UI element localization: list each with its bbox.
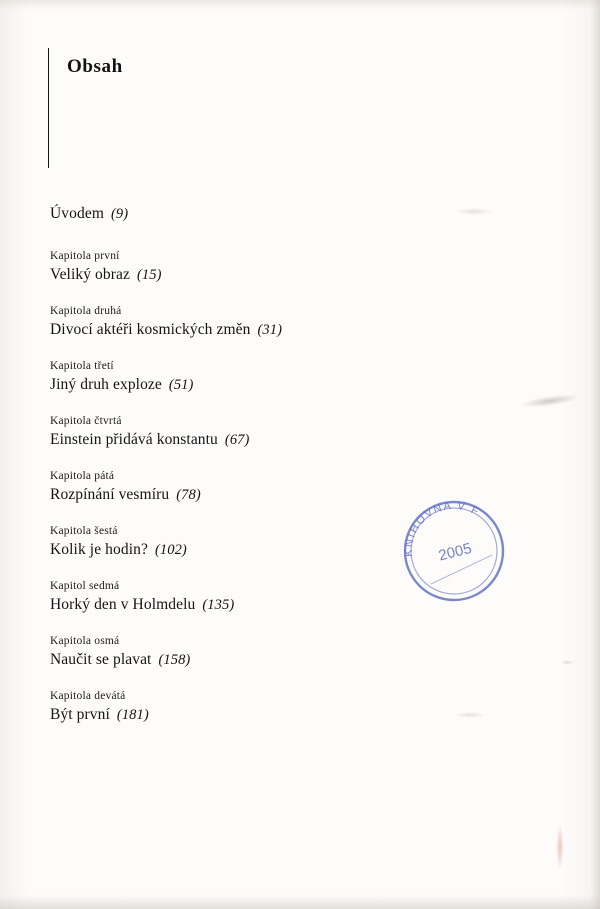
toc-chapter-label: Kapitola druhá (50, 305, 122, 317)
toc-chapter-label: Kapitola první (50, 250, 120, 262)
toc-entry-page: (158) (158, 652, 191, 668)
toc-chapter-label: Kapitola pátá (50, 470, 115, 482)
toc-entry (50, 635, 520, 669)
toc-entry-page: (15) (136, 267, 162, 283)
stamp-center-text: 2005 (436, 539, 474, 565)
toc-entry-line (50, 651, 520, 669)
toc-entry-page: (9) (110, 206, 129, 222)
toc-chapter-label: Kapitol sedmá (50, 580, 120, 592)
toc-entry-title: Divocí aktéři kosmických změn (50, 321, 251, 338)
heading-block (48, 48, 123, 168)
toc-chapter-label: Kapitola devátá (50, 690, 126, 702)
page-title: Obsah (67, 56, 123, 77)
toc-entry-line (50, 376, 520, 394)
toc-entry-page: (31) (257, 322, 283, 338)
toc-entry-title: Úvodem (50, 205, 104, 222)
toc-chapter-label: Kapitola třetí (50, 360, 114, 372)
toc-entry-page: (67) (224, 432, 250, 448)
toc-entry-page: (181) (116, 707, 149, 723)
toc-entry-line (50, 321, 520, 339)
scan-smudge (556, 824, 564, 870)
toc-entry-page: (78) (176, 487, 201, 503)
toc-entry-line (50, 205, 520, 223)
stamp-top-text: KNIHOVNA V F (402, 499, 482, 557)
scan-smudge (560, 660, 574, 665)
toc-entry (50, 360, 520, 394)
toc-entry-title: Horký den v Holmdelu (50, 596, 196, 613)
toc-chapter-label: Kapitola osmá (50, 635, 120, 647)
toc-chapter-label: Kapitola čtvrtá (50, 415, 122, 427)
toc-entry-intro (50, 205, 520, 223)
toc-entry-title: Jiný druh exploze (50, 376, 162, 393)
toc-entry-page: (102) (154, 542, 187, 558)
toc-entry-title: Kolik je hodin? (50, 541, 148, 558)
scan-smudge (455, 208, 493, 215)
toc-chapter-label: Kapitola šestá (50, 525, 118, 537)
toc-entry-page: (51) (168, 377, 194, 393)
toc-entry (50, 415, 520, 449)
table-of-contents (50, 205, 520, 745)
scan-smudge (455, 712, 485, 718)
toc-entry (50, 305, 520, 339)
scan-smudge (520, 392, 581, 410)
toc-entry-title: Rozpínání vesmíru (50, 486, 170, 503)
toc-entry-title: Být první (50, 706, 110, 723)
toc-entry-title: Einstein přidává konstantu (50, 431, 218, 448)
toc-entry-line (50, 431, 520, 449)
toc-entry-title: Naučit se plavat (50, 651, 152, 668)
toc-entry (50, 690, 520, 724)
toc-entry (50, 250, 520, 284)
toc-entry-page: (135) (202, 597, 235, 613)
toc-entry-line (50, 266, 520, 284)
toc-entry-line (50, 706, 520, 724)
toc-entry-title: Veliký obraz (50, 266, 130, 283)
